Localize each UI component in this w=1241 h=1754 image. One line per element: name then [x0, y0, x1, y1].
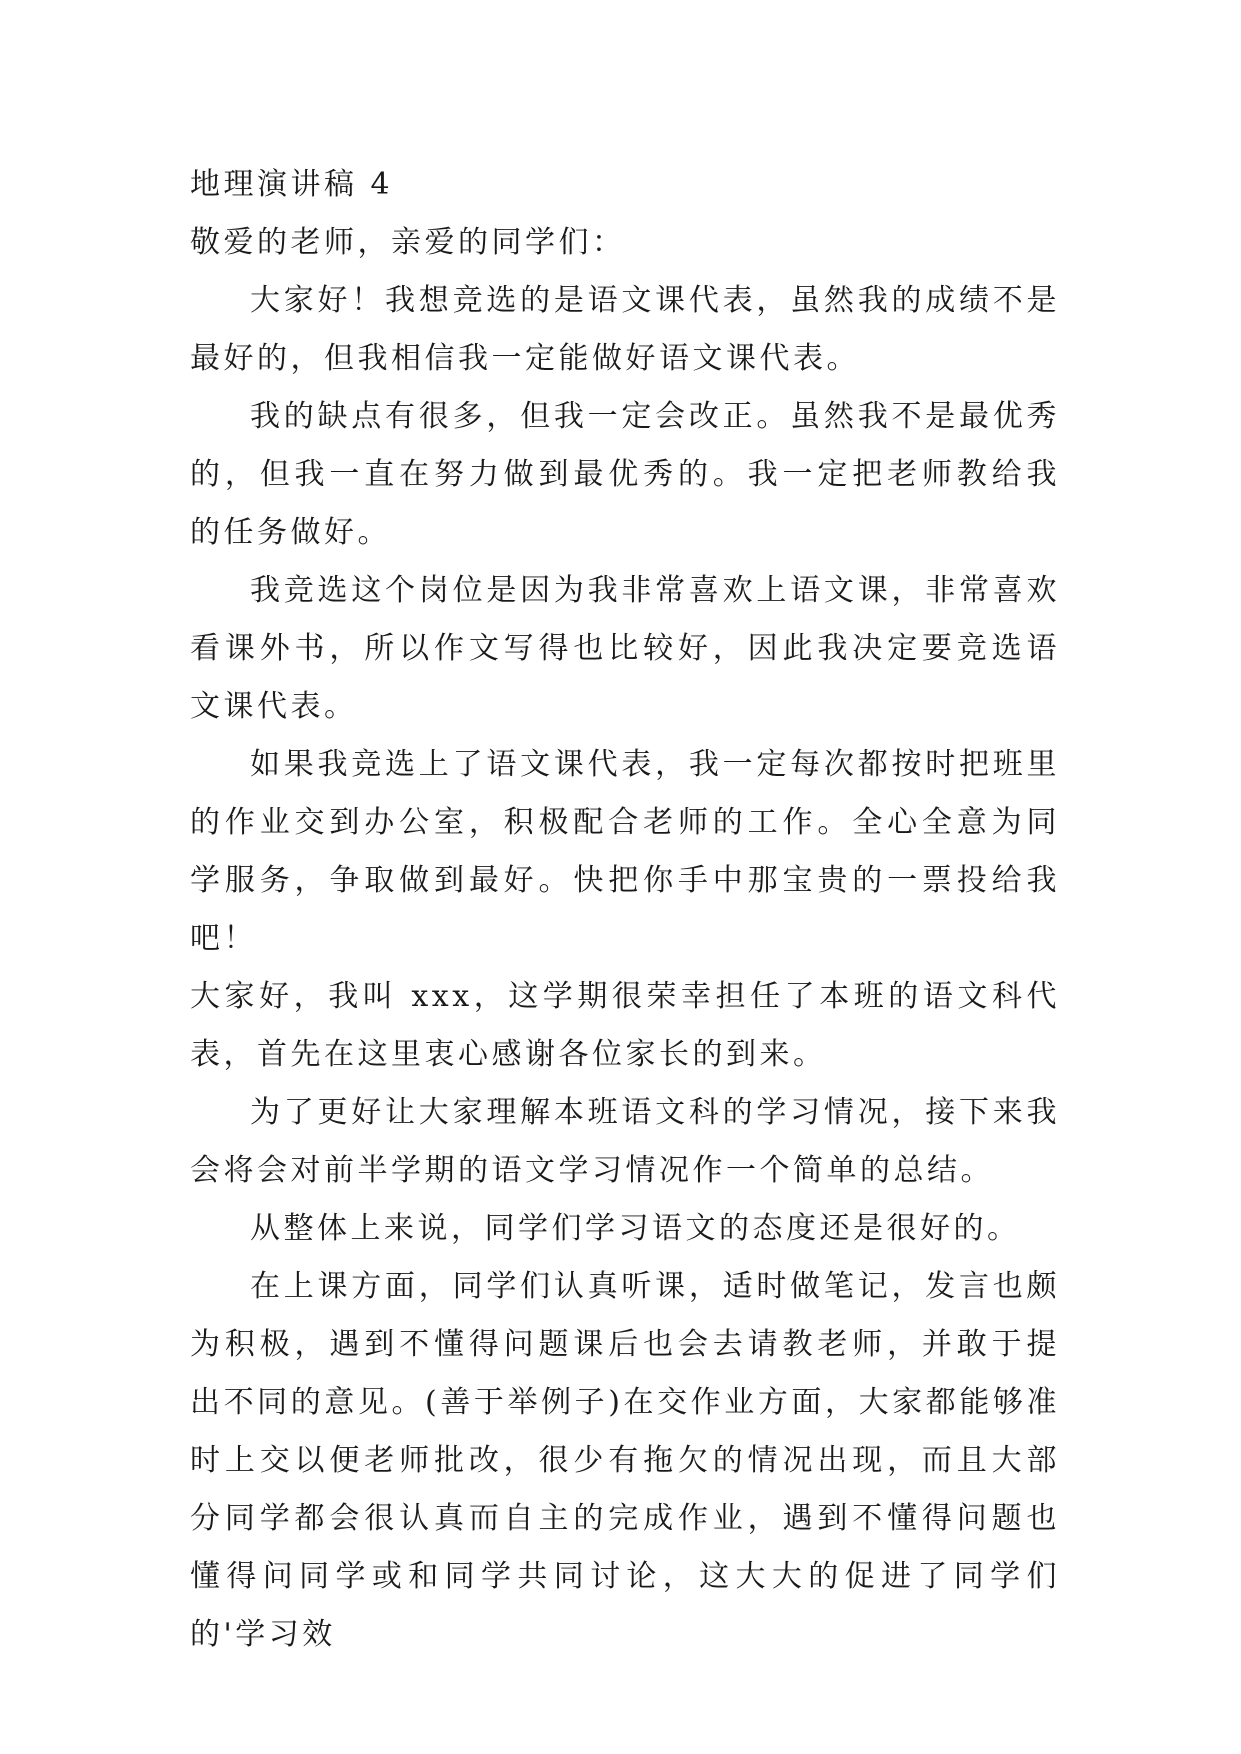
paragraph-reason: 我竞选这个岗位是因为我非常喜欢上语文课，非常喜欢看课外书，所以作文写得也比较好，因此我决定要竞选语文课代表。 — [190, 573, 1060, 724]
paragraph-summary-intro: 为了更好让大家理解本班语文科的学习情况，接下来我会将会对前半学期的语文学习情况作一个简单的总结。 — [190, 1095, 1060, 1188]
paragraph-promise: 如果我竞选上了语文课代表，我一定每次都按时把班里的作业交到办公室，积极配合老师的工作。全心全意为同学服务，争取做到最好。快把你手中那宝贵的一票投给我吧！ — [190, 747, 1060, 956]
document-title: 地理演讲稿 4 — [190, 167, 394, 202]
salutation: 敬爱的老师，亲爱的同学们： — [190, 225, 626, 260]
paragraph-classwork: 在上课方面，同学们认真听课，适时做笔记，发言也颇为积极，遇到不懂得问题课后也会去请教老师，并敢于提出不同的意见。(善于举例子)在交作业方面，大家都能够准时上交以便老师批改，很少有拖欠的情况出现，而且大部分同学都会很认真而自主的完成作业，遇到不懂得问题也懂得问同学或和同学共同讨论，这大大的促进了同学们的'学习效 — [190, 1269, 1060, 1652]
paragraph-shortcomings: 我的缺点有很多，但我一定会改正。虽然我不是最优秀的，但我一直在努力做到最优秀的。我一定把老师教给我的任务做好。 — [190, 399, 1060, 550]
paragraph-intro: 大家好！我想竞选的是语文课代表，虽然我的成绩不是最好的，但我相信我一定能做好语文课代表。 — [190, 283, 1060, 376]
paragraph-greeting: 大家好，我叫 xxx，这学期很荣幸担任了本班的语文科代表，首先在这里衷心感谢各位家长的到来。 — [190, 979, 1060, 1072]
paragraph-attitude: 从整体上来说，同学们学习语文的态度还是很好的。 — [250, 1211, 1021, 1246]
document-body — [190, 156, 1060, 1664]
